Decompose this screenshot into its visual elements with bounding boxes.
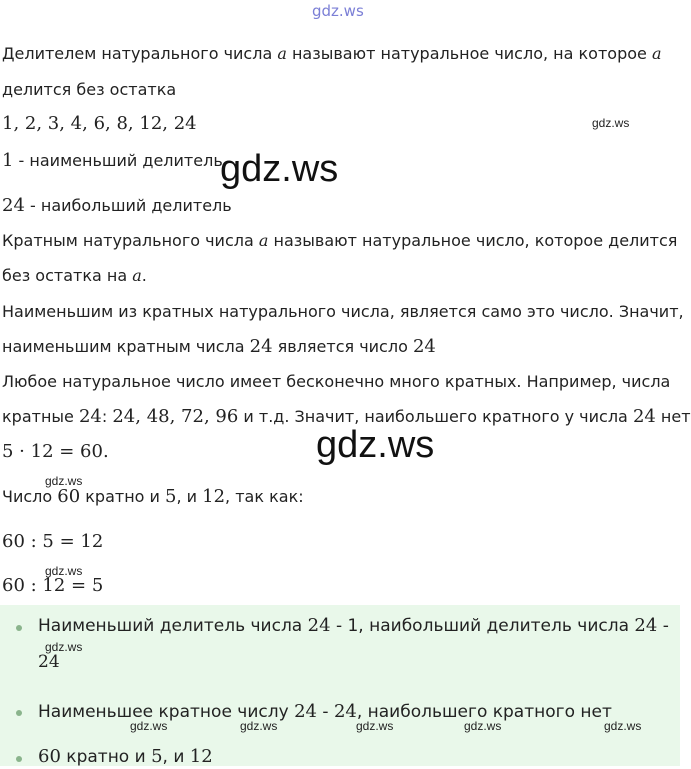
bullet-dot [16,756,22,762]
division-equation-1: 60 : 5 = 12 [2,531,104,552]
smallest-divisor-line: 1 - наименьший делитель [2,150,223,171]
infinite-multiples-text: Любое натуральное число имеет бесконечно много кратных. Например, числа [2,372,671,391]
largest-divisor-line: 24 - наибольший делитель [2,195,232,216]
sixty-multiple-line: Число 60 кратно и 5, и 12, так как: [2,486,304,507]
definition-divisor-line-2: делится без остатка [2,80,177,99]
summary-item-1: Наименьший делитель числа 24 - 1, наибольший делитель числа 24 - [38,615,669,636]
watermark-large: gdz.ws [316,424,435,466]
watermark-top: gdz.ws [312,2,364,20]
watermark-large: gdz.ws [220,148,339,190]
definition-multiple-line: Кратным натурального числа a называют натуральное число, которое делится [2,231,678,250]
divisor-list: 1, 2, 3, 4, 6, 8, 12, 24 [2,113,197,134]
watermark-small: gdz.ws [130,719,168,733]
summary-box [0,605,680,766]
summary-item-3: 60 кратно и 5, и 12 [38,746,213,767]
watermark-small: gdz.ws [604,719,642,733]
watermark-small: gdz.ws [45,640,83,654]
bullet-dot [16,710,22,716]
summary-item-2: Наименьшее кратное числу 24 - 24, наибольшего кратного нет [38,701,612,722]
definition-divisor-line: Делителем натурального числа a называют натуральное число, на которое a [2,44,662,63]
smallest-multiple-text-2: наименьшим кратным числа 24 является число 24 [2,336,436,357]
watermark-small: gdz.ws [45,564,83,578]
division-equation-2: 60 : 12 = 5 [2,575,104,596]
watermark-small: gdz.ws [464,719,502,733]
summary-item-1-cont: 24 [38,652,60,672]
watermark-small: gdz.ws [592,116,630,130]
watermark-small: gdz.ws [45,474,83,488]
bullet-dot [16,625,22,631]
smallest-multiple-text: Наименьшим из кратных натурального числа, является само это число. Значит, [2,302,684,321]
infinite-multiples-text-2: кратные 24: 24, 48, 72, 96 и т.д. Значит, наибольшего кратного у числа 24 нет [2,406,691,427]
definition-multiple-line-2: без остатка на a. [2,266,147,285]
watermark-small: gdz.ws [356,719,394,733]
watermark-small: gdz.ws [240,719,278,733]
product-equation: 5 · 12 = 60. [2,441,109,462]
